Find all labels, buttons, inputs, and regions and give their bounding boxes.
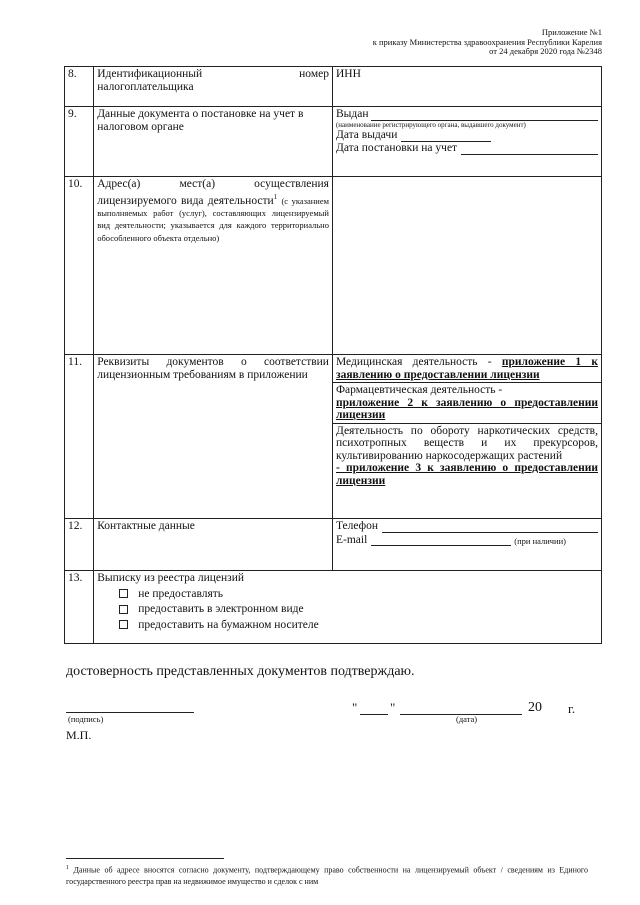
medical-activity [333,355,601,383]
application-form-table [64,66,602,644]
pharmacy-activity-label: Фармацевтическая деятельность - [335,384,503,396]
option-paper[interactable] [119,619,598,632]
row-8-label-a: Идентификационный [97,68,203,80]
row-11-value [332,355,601,519]
row-11-number: 11. [65,355,94,519]
row-10-label-note: (с указанием выполняемых работ (услуг), составляющих лицензируемый вид деятельности; указывается для каждого территориально обособленного объекта отдельно) [97,195,329,243]
issued-line [336,108,598,121]
phone-field[interactable] [382,520,598,533]
email-line [336,533,598,546]
row-9 [65,107,602,177]
date-label: (дата) [456,714,478,724]
footnote [66,863,588,887]
row-8-label [94,67,333,107]
reg-date-label: Дата постановки на учет [335,142,458,154]
checkbox-icon[interactable] [119,589,128,598]
reg-date-field[interactable] [461,142,598,155]
row-8-label-b: номер [299,68,329,80]
email-field[interactable] [371,533,511,546]
row-9-label: Данные документа о постановке на учет в налоговом органе [94,107,333,177]
row-8 [65,67,602,107]
row-12-label: Контактные данные [94,519,333,571]
footnote-text: Данные об адресе вносятся согласно документу, подтверждающему право собственности на лицензируемый объект / сведениям из Единого государственного реестра прав на недвижимое имущество и сделок с ним [66,865,588,886]
row-12 [65,519,602,571]
row-11-label: Реквизиты документов о соответствии лицензионным требованиям в приложении [94,355,333,519]
date-quote-close: " [390,700,396,715]
address-field[interactable] [332,177,601,355]
stamp-label: М.П. [66,728,92,742]
year-prefix: 20 [528,700,542,715]
row-8-number: 8. [65,67,94,107]
row-13 [65,571,602,644]
issued-field[interactable] [371,108,598,121]
issued-label: Выдан [335,108,369,120]
signature-line[interactable] [66,712,194,713]
row-12-number: 12. [65,519,94,571]
checkbox-icon[interactable] [119,620,128,629]
row-11 [65,355,602,519]
row-10-label-main: Адрес(а) мест(а) осуществления лицензируемого вида деятельности [97,178,329,207]
phone-line [336,520,598,533]
confirmation-text: достоверность представленных документов подтверждаю. [66,664,415,679]
row-12-value [332,519,601,571]
option-label: не предоставлять [138,587,224,600]
issue-date-line [336,129,598,142]
option-electronic[interactable] [119,603,598,616]
checkbox-icon[interactable] [119,605,128,614]
option-do-not-provide[interactable] [119,588,598,601]
row-13-content [94,571,602,644]
date-quote-open: " [352,700,358,715]
document-header [373,28,602,57]
row-13-label: Выписку из реестра лицензий [97,572,245,584]
row-13-number: 13. [65,571,94,644]
pharmacy-activity-appendix: приложение 2 к заявлению о предоставлении лицензии [335,396,598,421]
pharmacy-activity [333,383,601,424]
issue-date-label: Дата выдачи [335,129,398,141]
header-line-2: к приказу Министерства здравоохранения Республики Карелия [372,36,602,47]
medical-activity-appendix: приложение 1 к заявлению о предоставлении лицензии [335,356,598,381]
phone-label: Телефон [335,520,378,532]
option-label: предоставить в электронном виде [138,603,304,615]
inn-field[interactable]: ИНН [332,67,601,107]
medical-activity-label: Медицинская деятельность - [335,356,502,368]
email-note: (при наличии) [514,535,566,546]
email-label: E-mail [335,533,368,546]
narcotics-activity-label: Деятельность по обороту наркотических средств, психотропных веществ и их прекурсоров, культивированию наркосодержащих растений [335,424,598,462]
option-label: предоставить на бумажном носителе [138,618,319,631]
footnote-mark: 1 [66,865,69,871]
narcotics-activity-appendix: - приложение 3 к заявлению о предоставлении лицензии [335,462,598,487]
row-10-label [94,177,333,355]
issued-note: (наименование регистрирующего органа, выдавшего документ) [335,121,526,129]
row-8-label-c: налогоплательщика [97,80,194,93]
header-line-1: Приложение №1 [541,27,602,37]
day-field[interactable] [360,714,388,715]
year-suffix: г. [568,701,576,716]
signature-label: (подпись) [68,714,104,724]
footnote-divider [66,858,224,859]
issue-date-field[interactable] [401,129,491,142]
narcotics-activity [333,424,601,489]
header-line-3: от 24 декабря 2020 года №2348 [489,46,602,56]
row-9-value [332,107,601,177]
row-10-number: 10. [65,177,94,355]
row-10 [65,177,602,355]
row-9-number: 9. [65,107,94,177]
footnote-ref: 1 [273,192,278,201]
reg-date-line [336,142,598,155]
